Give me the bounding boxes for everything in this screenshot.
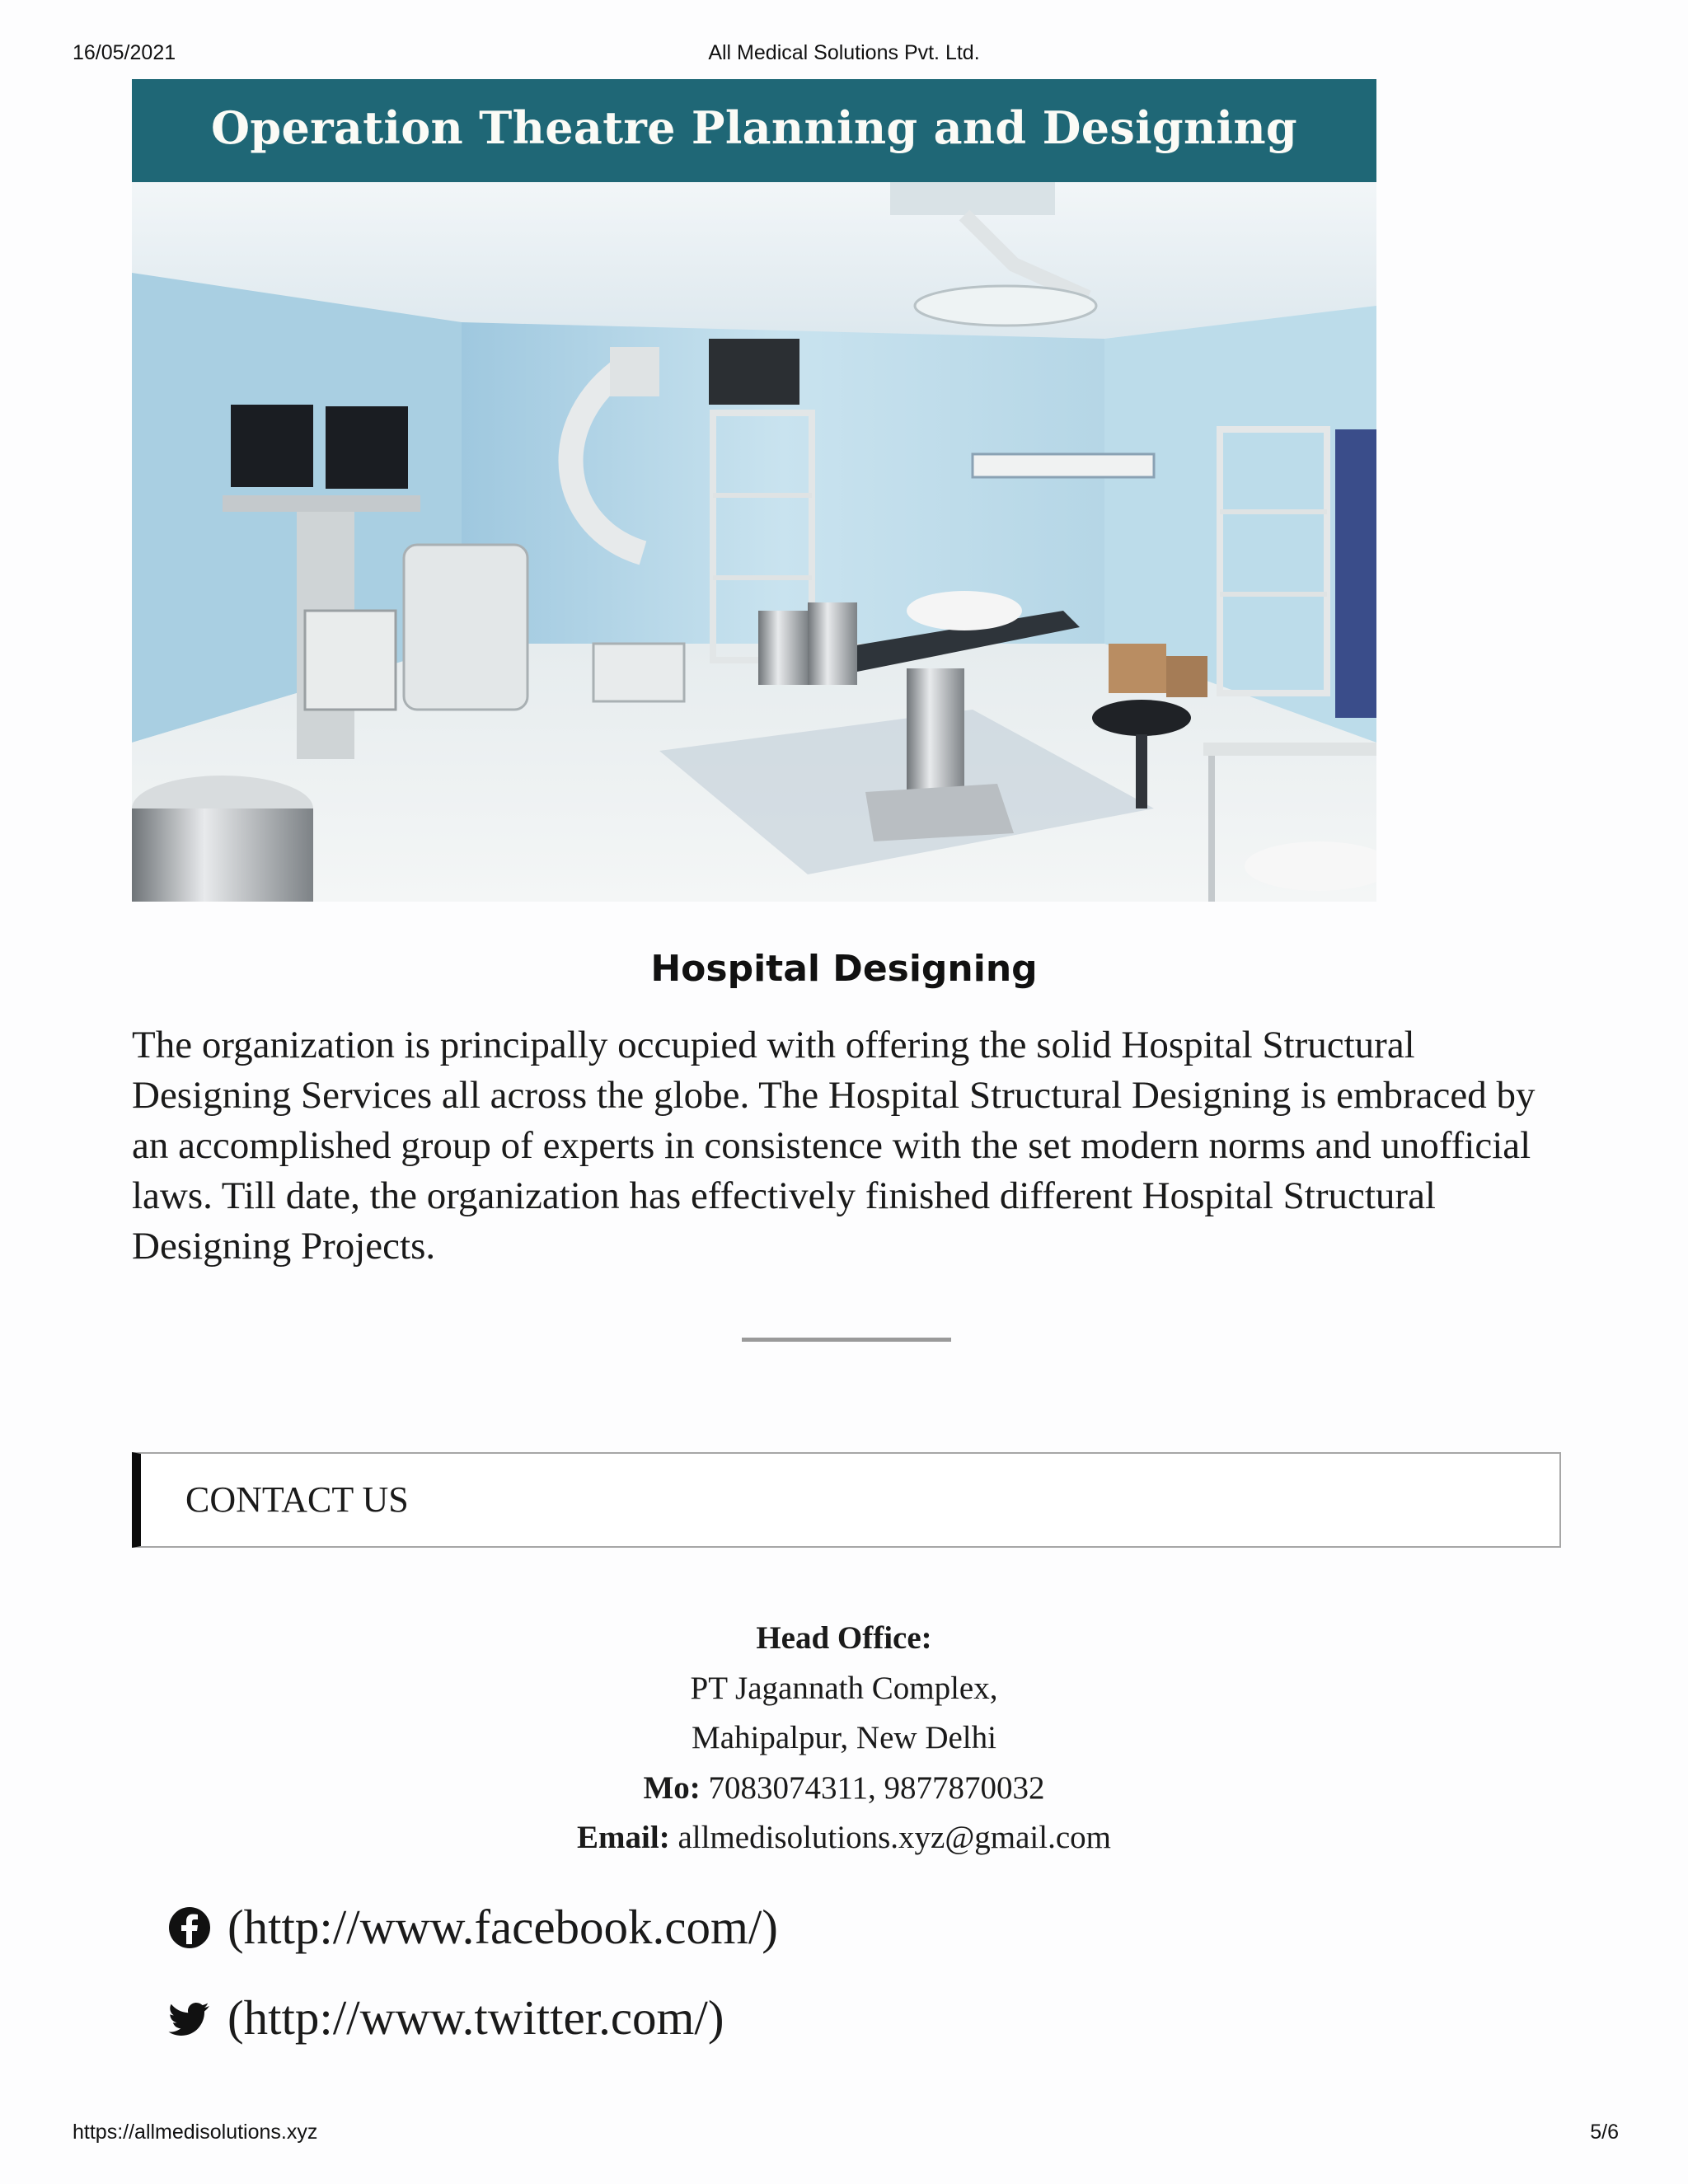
email-row [0,1813,1688,1863]
twitter-icon [168,1997,211,2040]
contact-us-heading: CONTACT US [185,1479,409,1520]
twitter-link-text[interactable]: (http://www.twitter.com/) [227,1990,724,2045]
divider [742,1338,951,1342]
print-site-name: All Medical Solutions Pvt. Ltd. [708,41,980,64]
contact-details [0,1614,1688,1863]
operation-theatre-photo [132,182,1376,902]
email-value[interactable]: allmedisolutions.xyz@gmail.com [669,1820,1111,1855]
mobile-label: Mo: [643,1769,701,1806]
address-line-2: Mahipalpur, New Delhi [692,1720,996,1755]
operation-theatre-image [132,79,1376,902]
print-date: 16/05/2021 [73,41,176,64]
contact-us-heading-box [132,1452,1561,1548]
section-body-text: The organization is principally occupied with offering the solid Hospital Structural Designing Services all across the globe. The Hospital Structural Designing is embraced by an accomplished group of experts in consistence with the set modern norms and unofficial laws. Till date, the organization has effectively finished different Hospital Structural Designing Projects. [132,1024,1536,1268]
hero-banner-title: Operation Theatre Planning and Designing [132,79,1376,182]
facebook-link[interactable] [168,1899,778,1956]
print-url: https://allmedisolutions.xyz [73,2121,318,2144]
facebook-link-text[interactable]: (http://www.facebook.com/) [227,1900,778,1954]
print-page-number: 5/6 [1590,2121,1619,2144]
email-label: Email: [577,1820,670,1855]
facebook-icon [168,1906,211,1949]
section-title: Hospital Designing [650,948,1038,990]
twitter-link[interactable] [168,1990,724,2046]
mobile-value: 7083074311, 9877870032 [700,1769,1045,1806]
mobile-row [0,1764,1688,1814]
address-line-1: PT Jagannath Complex, [690,1670,998,1706]
head-office-label: Head Office: [756,1620,932,1656]
